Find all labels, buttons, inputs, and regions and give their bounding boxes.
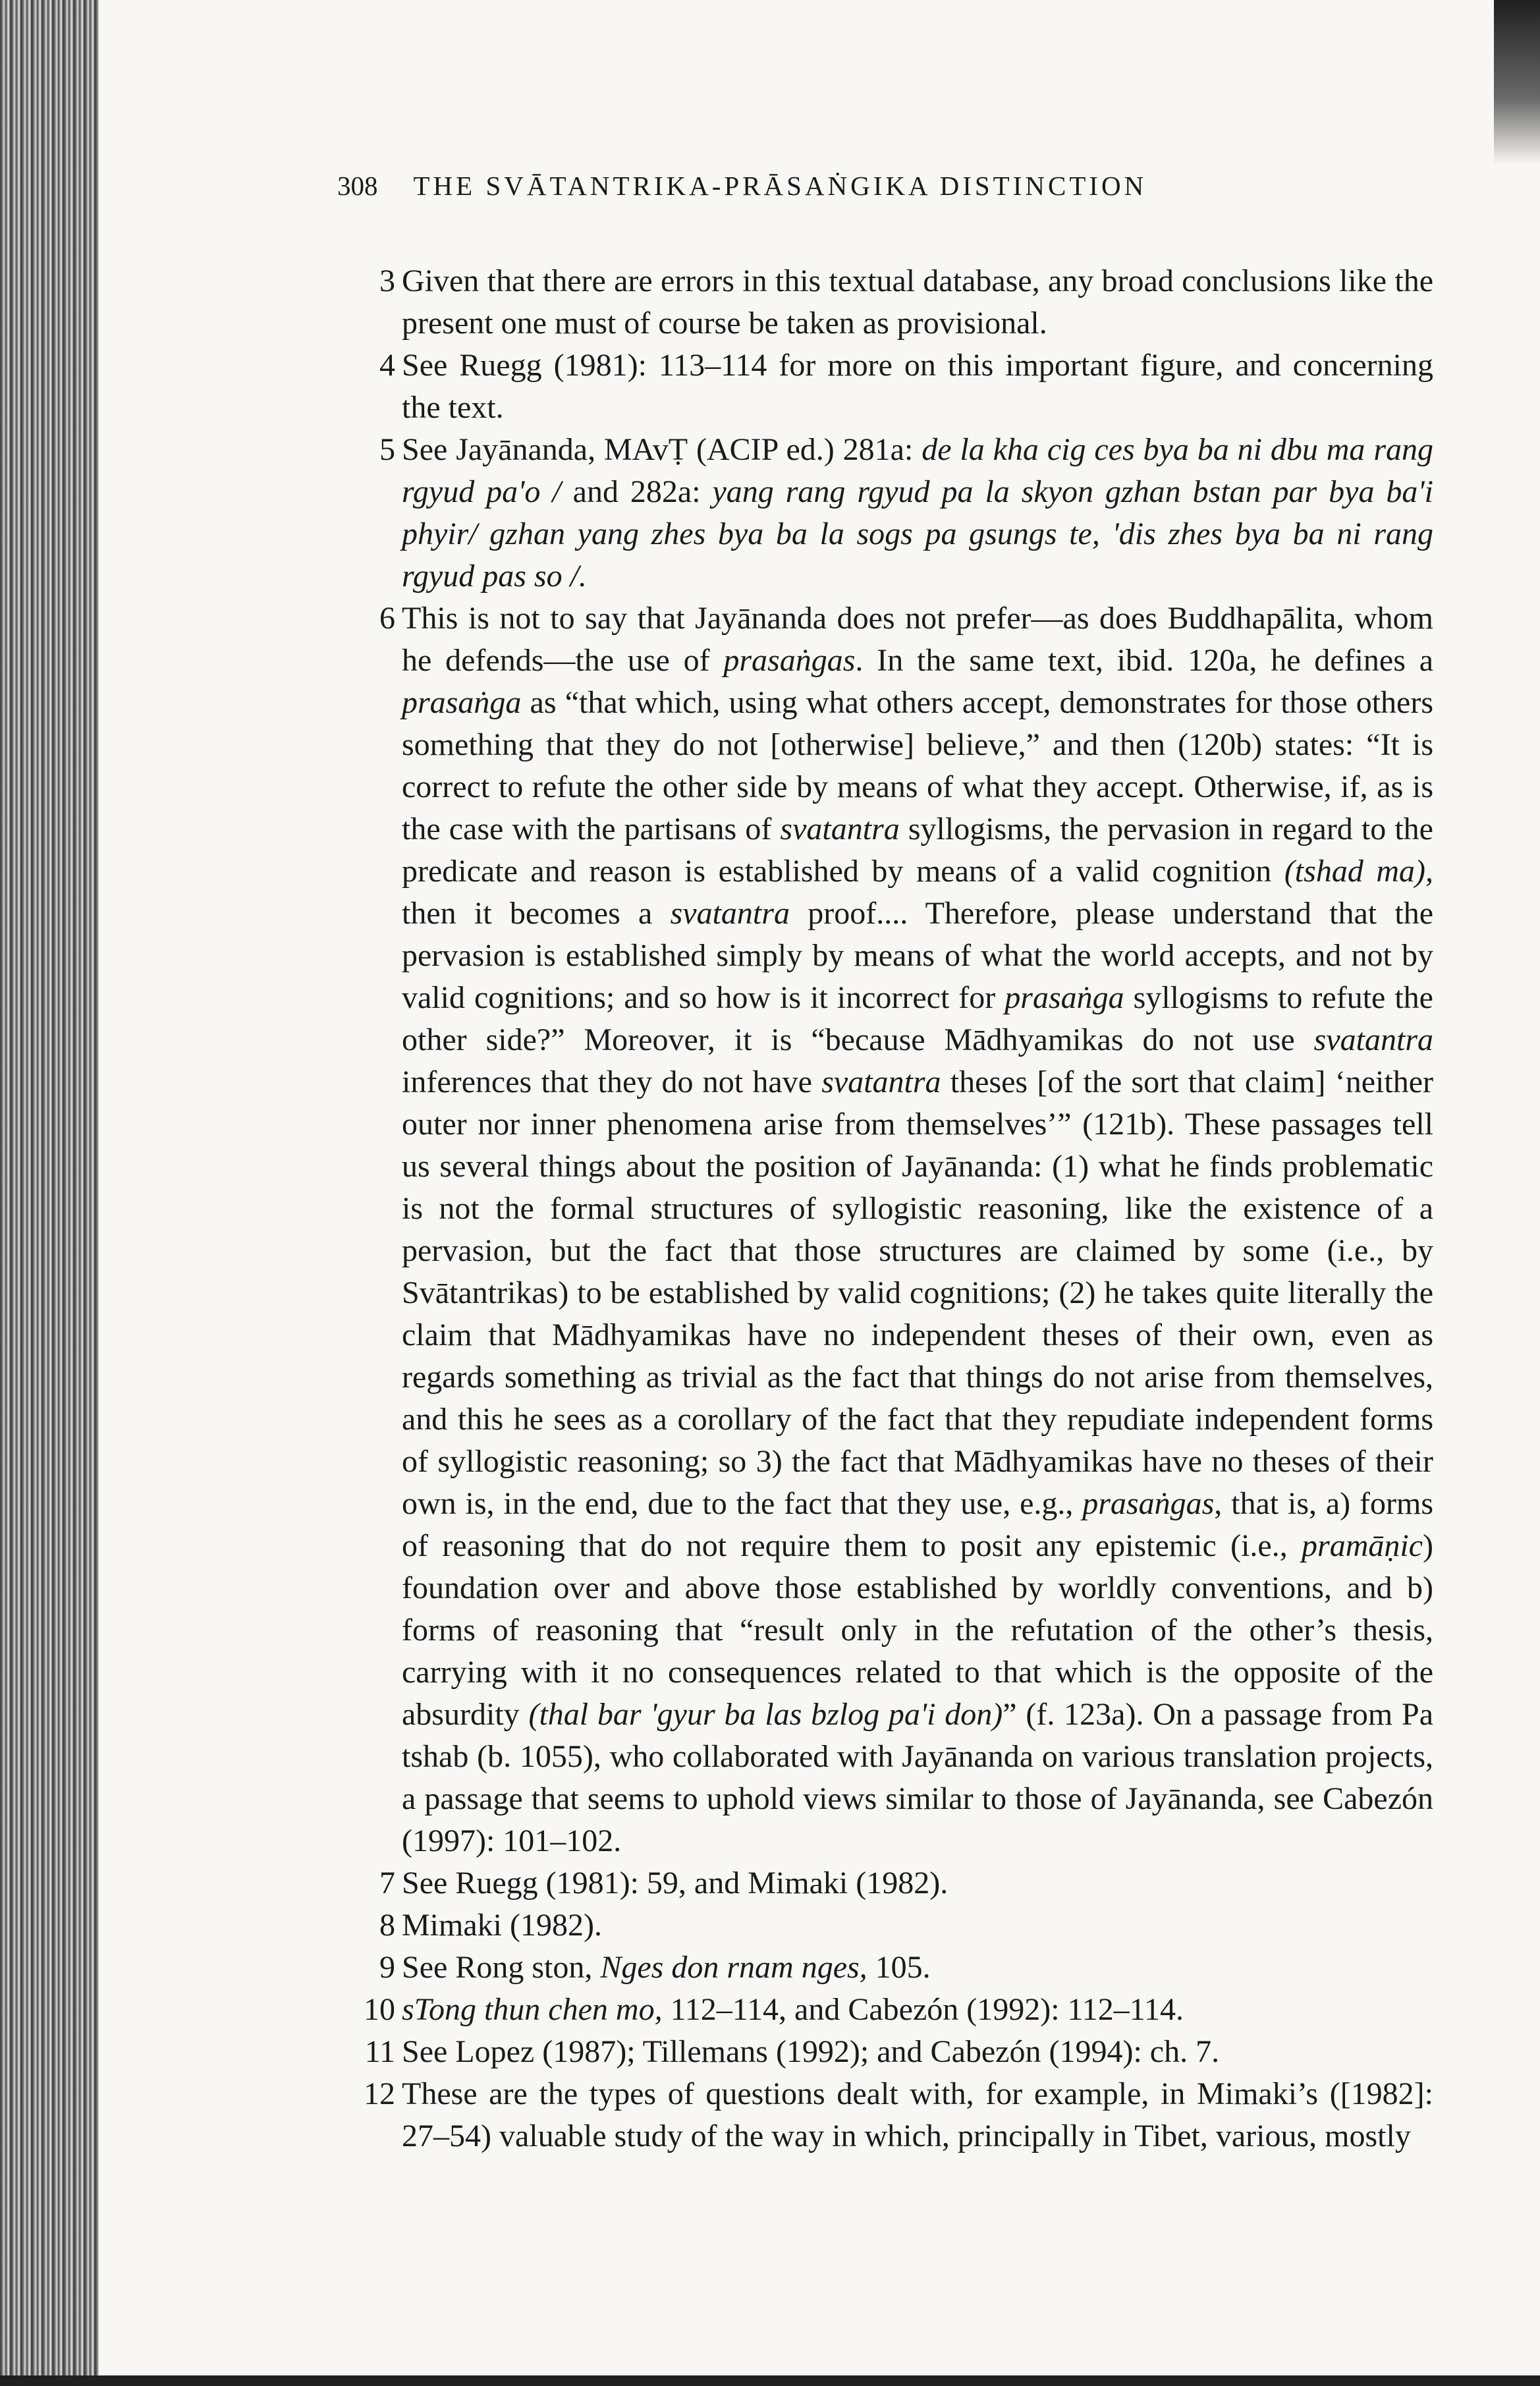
endnote-number: 5 [379,432,395,467]
text-run: Given that there are errors in this textual database, any broad conclusions like the present one must of course be taken as provisional. [402,264,1433,341]
endnote-text [402,1866,948,1900]
scan-corner-shadow [1494,0,1540,165]
italic-term: prasaṅgas [723,643,856,678]
endnote-number: 8 [379,1908,395,1943]
italic-term: de la kha cig ces bya ba ni dbu ma rang rgyud pa'o / [402,432,1434,509]
page-number: 308 [337,171,378,201]
endnote [366,345,1433,429]
italic-term: (tshad ma), [1284,854,1433,889]
endnote [366,1989,1433,2031]
endnote [366,1947,1433,1989]
text-run: Mimaki (1982). [402,1908,602,1943]
endnote-text [402,2076,1433,2153]
italic-term: sTong thun chen mo, [402,1992,663,2027]
italic-term: svatantra [821,1065,941,1099]
endnote-number: 11 [364,2034,395,2069]
endnote-number: 9 [379,1950,395,1985]
italic-term: prasaṅga [1004,980,1124,1015]
italic-term: svatantra [670,896,790,931]
endnote [366,429,1433,597]
italic-term: prasaṅgas [1082,1486,1215,1521]
running-title: THE SVĀTANTRIKA-PRĀSAṄGIKA DISTINCTION [413,171,1147,201]
running-header [337,170,1147,202]
endnote [366,2073,1433,2157]
endnote-text [402,601,1433,1858]
endnotes-list [366,260,1433,2157]
italic-term: pramāṇic [1302,1528,1423,1563]
text-run: See Lopez (1987); Tillemans (1992); and Cabezón (1994): ch. 7. [402,2034,1220,2069]
text-run: syllogisms, the pervasion in regard to the predicate and reason is established by means of a valid cognition [402,812,1433,889]
italic-term: (thal bar 'gyur ba las bzlog pa'i don) [528,1697,1003,1732]
text-run: See Ruegg (1981): 113–114 for more on this important figure, and concerning the text. [402,348,1433,425]
endnote [366,2031,1433,2073]
endnote-number: 12 [364,2076,395,2111]
text-run: and 282a: [561,474,713,509]
text-run: . In the same text, ibid. 120a, he defines a [855,643,1434,678]
endnote-text [402,1992,1184,2027]
endnote-number: 3 [379,264,395,298]
italic-term: yang rang rgyud pa la skyon gzhan bstan par bya ba'i phyir/ gzhan yang zhes bya ba la sogs pa gsungs te, 'dis zhes bya ba ni rang rgyud pas so /. [402,474,1434,594]
endnote-text [402,1950,931,1985]
endnote-number: 4 [379,348,395,383]
text-run: These are the types of questions dealt with, for example, in Mimaki’s ([1982]: 27–54) valuable study of the way in which, principally in Tibet, various, mostly [402,2076,1433,2153]
endnote-text [402,2034,1219,2069]
endnote-number: 6 [379,601,395,636]
text-run: theses [of the sort that claim] ‘neither outer nor inner phenomena arise from themselves’” (121b). These passages tell us several things about the position of Jayānanda: (1) what he finds problematic is not the formal structures of syllogistic reasoning, like the existence of a pervasion, but the fact that those structures are claimed by some (i.e., by Svātantrikas) to be established by valid cognitions; (2) he takes quite literally the claim that Mādhyamikas have no independent theses of their own, even as regards something as trivial as the fact that things do not arise from themselves, and this he sees as a corollary of the fact that they repudiate independent forms of syllogistic reasoning; so 3) the fact that Mādhyamikas have no theses of their own is, in the end, due to the fact that they use, e.g., [402,1065,1433,1521]
text-run: This is not to say that Jayānanda does not prefer—as does Buddhapālita, whom he defends—the use of [402,601,1433,678]
italic-term: prasaṅga [402,685,522,720]
endnote-number: 10 [364,1992,395,2027]
text-run: ) foundation over and above those established by worldly conventions, and b) forms of reasoning that “result only in the refutation of the other’s thesis, carrying with it no consequences related to that which is the opposite of the absurdity [402,1528,1433,1732]
endnote [366,597,1433,1862]
text-run: , that is, a) forms of reasoning that do not require them to posit any epistemic (i.e., [402,1486,1433,1563]
text-run: 112–114, and Cabezón (1992): 112–114. [662,1992,1184,2027]
endnote-text [402,1908,602,1943]
endnote [366,1904,1433,1947]
scanned-binding-edge [0,0,99,2386]
text-run: then it becomes a [402,896,671,931]
text-run: See Rong ston, [402,1950,601,1985]
endnote-number: 7 [379,1866,395,1900]
italic-term: svatantra [1313,1022,1433,1057]
endnote [366,1862,1433,1904]
italic-term: Nges don rnam nges, [600,1950,867,1985]
text-run: inferences that they do not have [402,1065,822,1099]
endnote-text [402,348,1433,425]
endnote [366,260,1433,345]
text-run: proof.... Therefore, please understand that the pervasion is established simply by means of what the world accepts, and not by valid cognitions; and so how is it incorrect for [402,896,1433,1015]
endnote-text [402,432,1433,594]
text-run: syllogisms to refute the other side?” Moreover, it is “because Mādhyamikas do not use [402,980,1433,1057]
italic-term: svatantra [780,812,900,846]
text-run: See Ruegg (1981): 59, and Mimaki (1982). [402,1866,949,1900]
text-run: ” (f. 123a). On a passage from Pa tshab (b. 1055), who collaborated with Jayānanda on various translation projects, a passage that seems to uphold views similar to those of Jayānanda, see Cabezón (1997): 101–102. [402,1697,1434,1858]
scan-bottom-edge [0,2375,1540,2386]
endnote-text [402,264,1433,341]
text-run: See Jayānanda, MAvṬ (ACIP ed.) 281a: [402,432,922,467]
text-run: as “that which, using what others accept, demonstrates for those others something that they do not [otherwise] believe,” and then (120b) states: “It is correct to refute the other side by means of what they accept. Otherwise, if, as is the case with the partisans of [402,685,1433,846]
text-run: 105. [867,1950,931,1985]
